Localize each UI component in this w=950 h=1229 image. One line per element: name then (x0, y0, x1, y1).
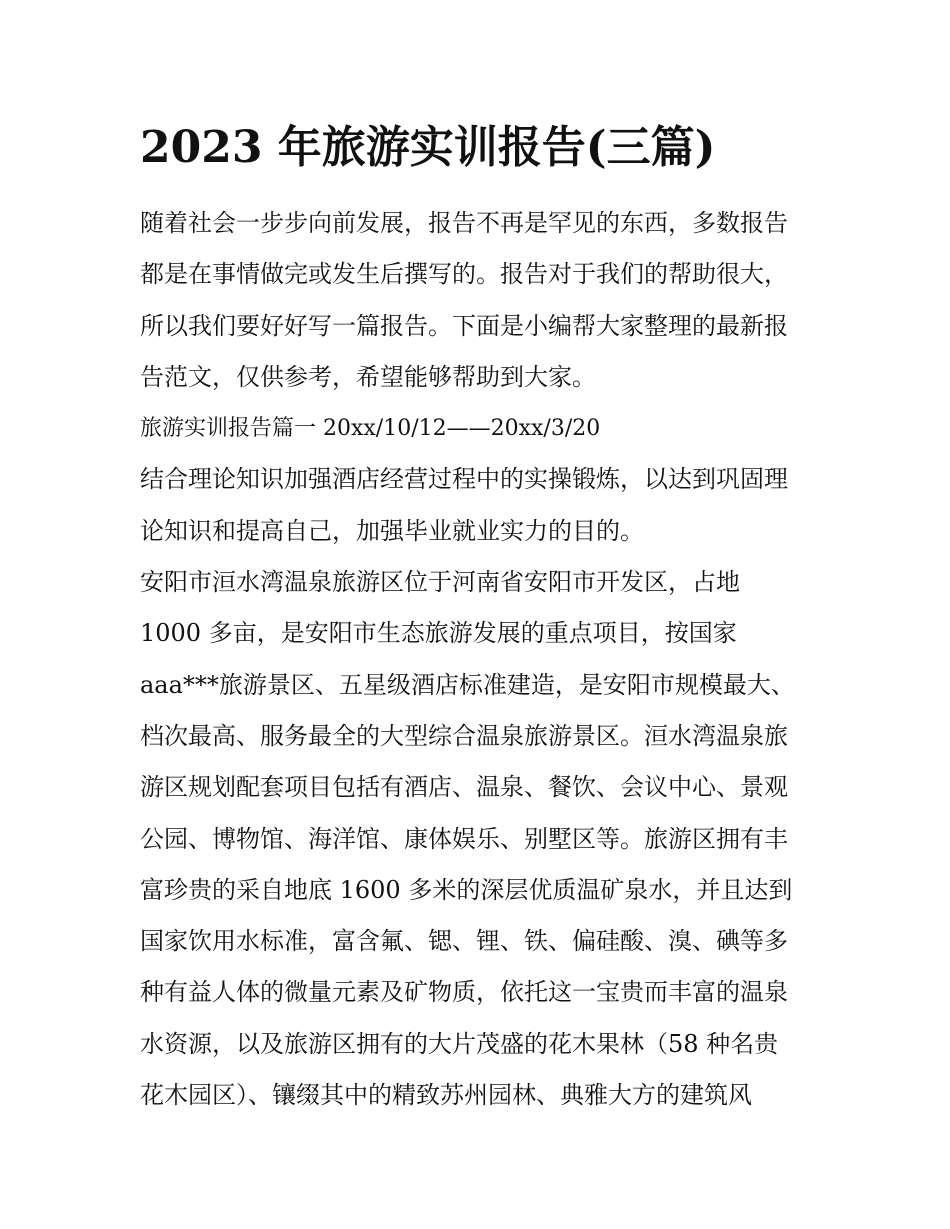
paragraph-line: 种有益人体的微量元素及矿物质，依托这一宝贵而丰富的温泉 (140, 978, 788, 1007)
paragraph-line: 随着社会一步步向前发展，报告不再是罕见的东西，多数报告 (140, 209, 788, 237)
paragraph-line: 所以我们要好好写一篇报告。下面是小编帮大家整理的最新报 (140, 311, 788, 340)
paragraph-line: 富珍贵的采自地底 1600 多米的深层优质温矿泉水，并且达到 (140, 875, 793, 904)
paragraph-line: 国家饮用水标准，富含氟、锶、锂、铁、偏硅酸、溴、碘等多 (140, 927, 788, 956)
paragraph-line: 安阳市洹水湾温泉旅游区位于河南省安阳市开发区，占地 (140, 568, 740, 597)
document-title: 2023 年旅游实训报告(三篇) (140, 122, 716, 173)
section-heading: 旅游实训报告篇一 20xx/10/12——20xx/3/20 (140, 416, 601, 442)
paragraph-line: 1000 多亩，是安阳市生态旅游发展的重点项目，按国家 (140, 619, 737, 648)
paragraph-line: 都是在事情做完或发生后撰写的。报告对于我们的帮助很大， (140, 260, 788, 289)
paragraph-line: 水资源，以及旅游区拥有的大片茂盛的花木果林（58 种名贵 (140, 1029, 779, 1058)
paragraph-line: 告范文，仅供参考，希望能够帮助到大家。 (140, 362, 596, 391)
document-body (140, 198, 830, 1121)
paragraph-line: 论知识和提高自己，加强毕业就业实力的目的。 (140, 516, 644, 545)
paragraph-line: 花木园区）、镶缀其中的精致苏州园林、典雅大方的建筑风 (140, 1081, 752, 1110)
paragraph-line: 档次最高、服务最全的大型综合温泉旅游景区。洹水湾温泉旅 (140, 721, 788, 750)
paragraph-line: 游区规划配套项目包括有酒店、温泉、餐饮、会议中心、景观 (140, 773, 788, 802)
paragraph-line: 结合理论知识加强酒店经营过程中的实操锻炼，以达到巩固理 (140, 465, 788, 494)
paragraph-line: aaa***旅游景区、五星级酒店标准建造，是安阳市规模最大、 (140, 670, 795, 699)
paragraph-line: 公园、博物馆、海洋馆、康体娱乐、别墅区等。旅游区拥有丰 (140, 824, 788, 853)
